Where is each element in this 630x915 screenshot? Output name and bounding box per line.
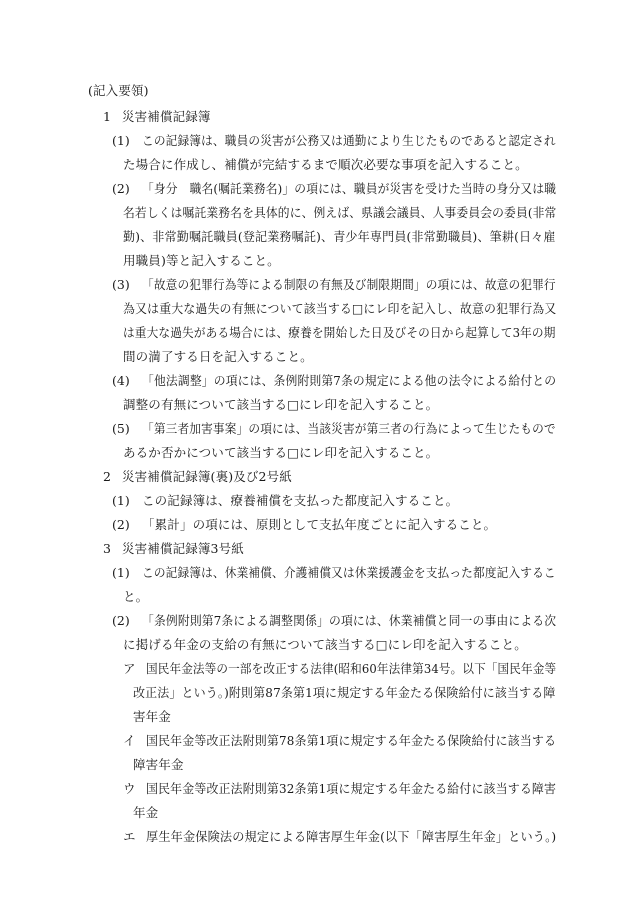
item-text-line: 用職員)等と記入すること。 (123, 253, 280, 268)
item-text-line: 為又は重大な過失の有無について該当する□にレ印を記入し、故意の犯罪行為又 (123, 301, 557, 316)
item-number: (2) (112, 181, 130, 196)
section-title: 災害補償記録簿 (122, 109, 211, 124)
section-number: 3 (103, 541, 111, 556)
item-text-line: 「故意の犯罪行為等による制限の有無及び制限期間」の項には、故意の犯罪行 (142, 277, 556, 292)
section-title: 災害補償記録簿(裏)及び2号紙 (122, 469, 292, 484)
item-text-line: 「第三者加害事案」の項には、当該災害が第三者の行為によって生じたもので (142, 421, 556, 436)
item-text-line: 「身分 職名(嘱託業務名)」の項には、職員が災害を受けた当時の身分又は職 (142, 181, 557, 196)
item-number: (1) (112, 133, 130, 148)
subitem-text-line: 改正法」という。)附則第87条第1項に規定する年金たる保険給付に該当する障 (133, 685, 556, 700)
item-text-line: 調整の有無について該当する□にレ印を記入すること。 (123, 397, 439, 412)
section-title: 災害補償記録簿3号紙 (122, 541, 244, 556)
item-number: (2) (112, 517, 130, 532)
subitem-text-line: 国民年金等改正法附則第78条第1項に規定する年金たる保険給付に該当する (146, 733, 557, 748)
item-text-line: と。 (123, 589, 149, 604)
item-text-line: は重大な過失がある場合には、療養を開始した日及びその日から起算して3年の期 (123, 325, 556, 340)
item-number: (4) (112, 373, 130, 388)
item-text-line: 名若しくは嘱託業務名を具体的に、例えば、県議会議員、人事委員会の委員(非常 (123, 205, 557, 220)
item-text-line: この記録簿は、療養補償を支払った都度記入すること。 (142, 493, 459, 508)
item-text-line: 「他法調整」の項には、条例附則第7条の規定による他の法令による給付との (142, 373, 557, 388)
subitem-text-line: 厚生年金保険法の規定による障害厚生年金(以下「障害厚生年金」という。) (146, 829, 557, 844)
subitem-text-line: 障害年金 (133, 757, 184, 772)
subitem-text-line: 国民年金法等の一部を改正する法律(昭和60年法律第34号。以下「国民年金等 (146, 661, 557, 676)
item-text-line: 「累計」の項には、原則として支払年度ごとに記入すること。 (142, 517, 497, 532)
item-text-line: 間の満了する日を記入すること。 (123, 349, 313, 364)
subitem-mark: イ (123, 733, 136, 748)
document-heading: (記入要領) (88, 83, 149, 98)
subitem-text-line: 害年金 (133, 709, 171, 724)
item-number: (3) (112, 277, 130, 292)
item-number: (1) (112, 493, 130, 508)
item-text-line: この記録簿は、職員の災害が公務又は通勤により生じたものであると認定され (142, 133, 556, 148)
item-text-line: 「条例附則第7条による調整関係」の項には、休業補償と同一の事由による次 (142, 613, 557, 628)
subitem-mark: ア (123, 661, 136, 676)
subitem-mark: エ (123, 829, 136, 844)
item-text-line: た場合に作成し、補償が完結するまで順次必要な事項を記入すること。 (123, 157, 528, 172)
subitem-mark: ウ (123, 781, 136, 796)
item-text-line: 勤)、非常勤嘱託職員(登記業務嘱託)、青少年専門員(非常勤職員)、筆耕(日々雇 (123, 229, 556, 244)
item-number: (2) (112, 613, 130, 628)
item-text-line: この記録簿は、休業補償、介護補償又は休業援護金を支払った都度記入するこ (142, 565, 556, 580)
item-number: (1) (112, 565, 130, 580)
subitem-text-line: 年金 (133, 805, 159, 820)
item-number: (5) (112, 421, 130, 436)
section-number: 1 (103, 109, 111, 124)
subitem-text-line: 国民年金等改正法附則第32条第1項に規定する年金たる給付に該当する障害 (146, 781, 557, 796)
item-text-line: に掲げる年金の支給の有無について該当する□にレ印を記入すること。 (123, 637, 527, 652)
section-number: 2 (103, 469, 111, 484)
item-text-line: あるか否かについて該当する□にレ印を記入すること。 (123, 445, 439, 460)
